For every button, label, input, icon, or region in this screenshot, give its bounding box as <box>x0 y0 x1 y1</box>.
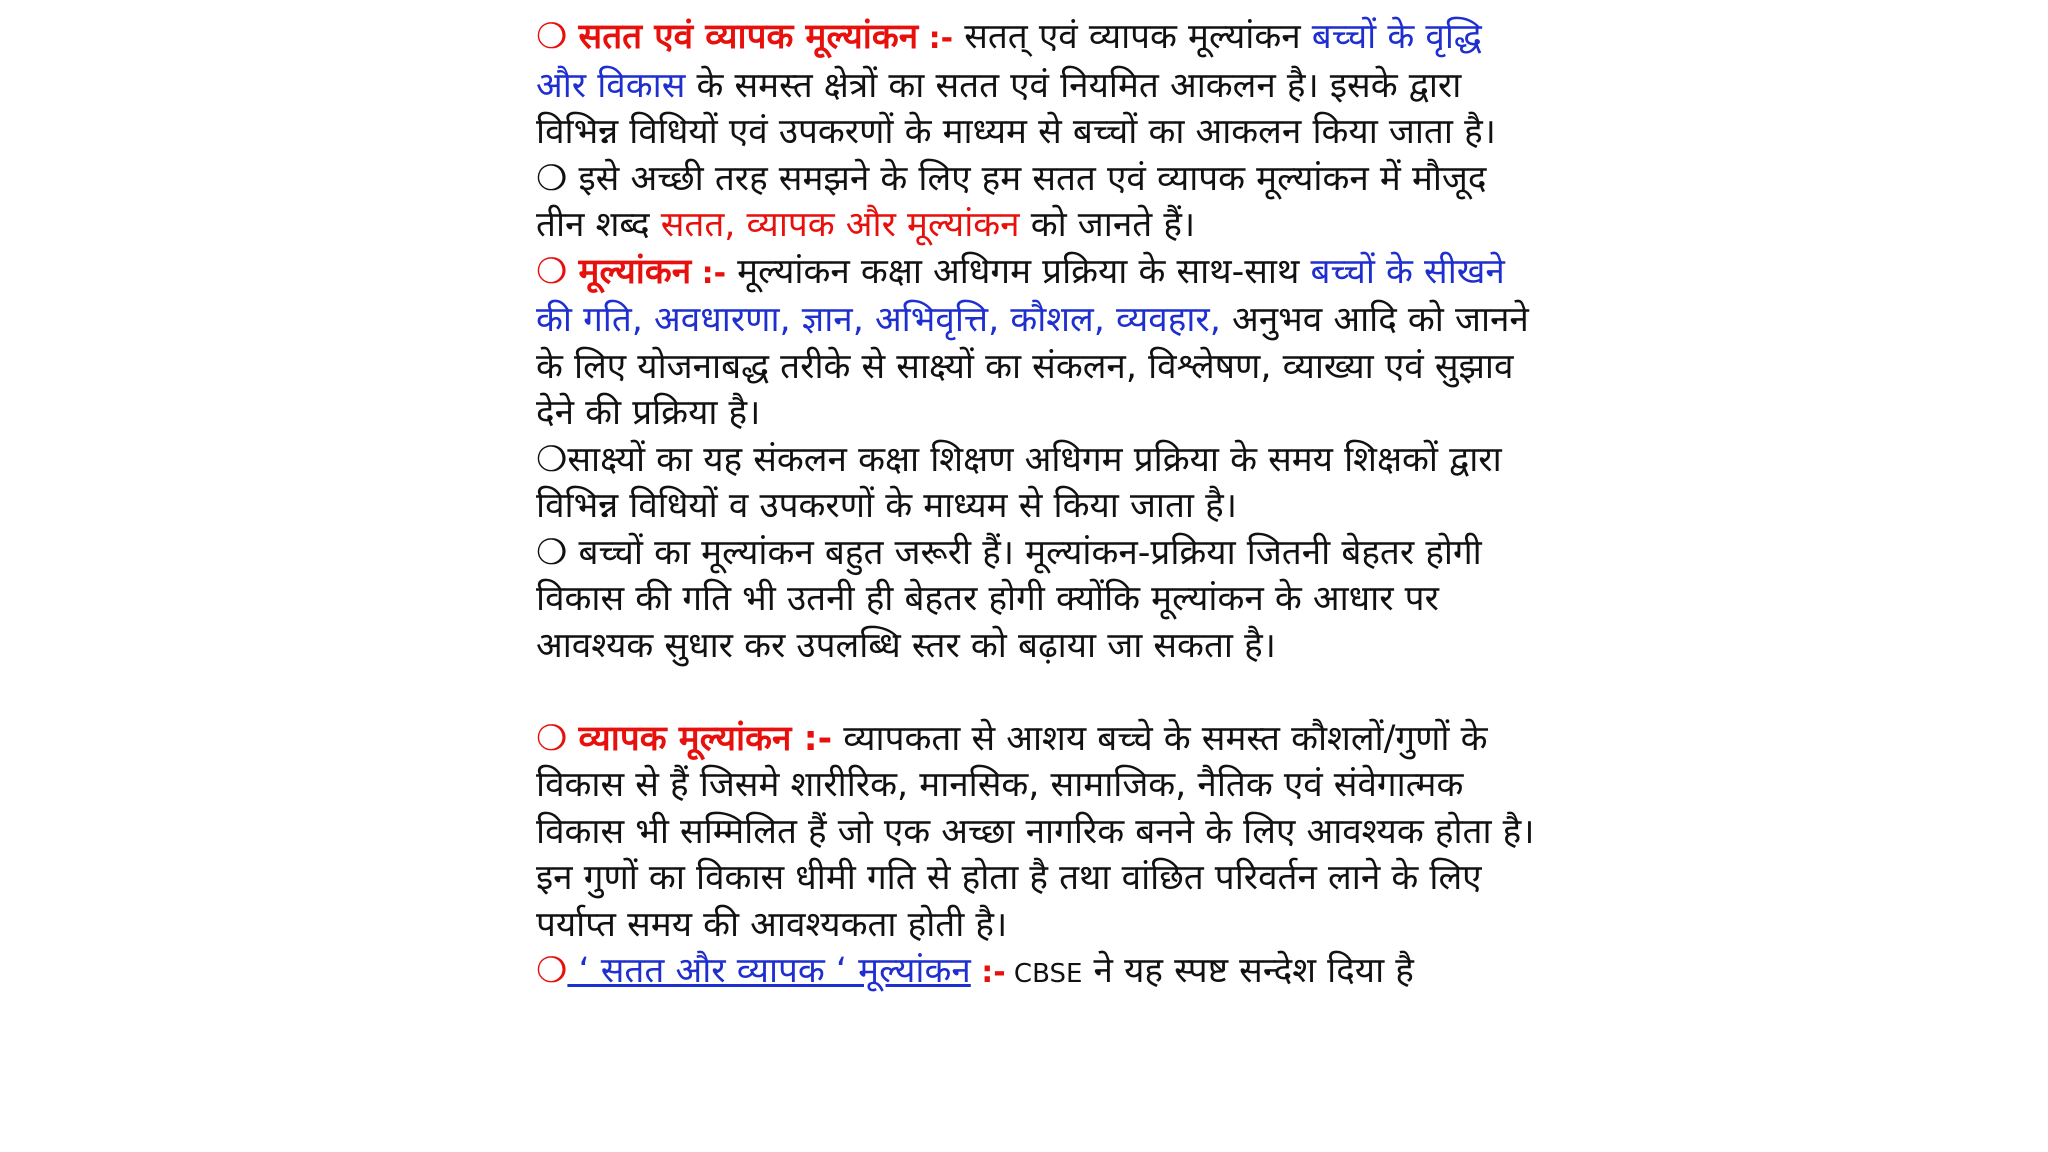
paragraph-text: ❍ इसे अच्छी तरह समझने के लिए हम सतत एवं व्यापक मूल्यांकन में मौजूद तीन शब्द <box>536 158 1487 245</box>
section-heading: सतत एवं व्यापक मूल्यांकन <box>578 17 919 57</box>
paragraph-evaluation-importance <box>536 530 1536 670</box>
paragraph-text: के समस्त क्षेत्रों का सतत एवं नियमित आकलन है। इसके द्वारा विभिन्न विधियों एवं उपकरणों के माध्यम से बच्चों का आकलन किया जाता है। <box>536 65 1496 152</box>
section-heading: मूल्यांकन <box>578 251 692 292</box>
paragraph-three-words <box>536 156 1536 249</box>
bullet-icon: ❍ <box>536 951 568 991</box>
paragraph-spacer <box>536 669 1536 716</box>
highlight-red: सतत, व्यापक और मूल्यांकन <box>660 205 1020 245</box>
highlight-blue: बच्चों के सीखने की गति, अवधारणा, ज्ञान, अभिवृत्ति, कौशल, व्यवहार, <box>536 251 1505 340</box>
highlight-blue: बच्चों के वृद्धि और विकास <box>536 17 1482 106</box>
bullet-icon: ❍ <box>536 718 568 759</box>
section-heading: ‘ सतत और व्यापक ‘ मूल्यांकन <box>567 951 971 991</box>
paragraph-continuous-comprehensive-evaluation <box>536 0 1536 156</box>
heading-separator: :- <box>970 955 1006 990</box>
heading-separator: :- <box>691 255 727 291</box>
paragraph-cbse-message <box>536 948 1536 998</box>
bullet-icon: ❍ <box>536 251 568 292</box>
heading-separator: :- <box>918 21 954 56</box>
paragraph-text: ❍ बच्चों का मूल्यांकन बहुत जरूरी हैं। मूल्यांकन-प्रक्रिया जितनी बेहतर होगी विकास की गति भी उतनी ही बेहतर होगी क्योंकि मूल्यांकन के आधार पर आवश्यक सुधार कर उपलब्धि स्तर को बढ़ाया जा सकता है। <box>536 532 1482 666</box>
cbse-abbreviation: CBSE <box>1005 959 1083 989</box>
bullet-icon: ❍ <box>536 17 568 57</box>
paragraph-evaluation <box>536 249 1536 437</box>
paragraph-comprehensive-evaluation <box>536 716 1536 949</box>
paragraph-text: ❍साक्ष्यों का यह संकलन कक्षा शिक्षण अधिगम प्रक्रिया के समय शिक्षकों द्वारा विभिन्न विधियों व उपकरणों के माध्यम से किया जाता है। <box>536 439 1502 526</box>
paragraph-text: व्यापकता से आशय बच्चे के समस्त कौशलों/गुणों के विकास से हैं जिसमे शारीरिक, मानसिक, सामाजिक, नैतिक एवं संवेगात्मक विकास भी सम्मिलित हैं जो एक अच्छा नागरिक बनने के लिए आवश्यक होता है। इन गुणों का विकास धीमी गति से होता है तथा वांछित परिवर्तन लाने के लिए पर्याप्त समय की आवश्यकता होती है। <box>536 718 1535 945</box>
paragraph-evidence-collection <box>536 437 1536 530</box>
paragraph-text: को जानते हैं। <box>1019 205 1196 245</box>
paragraph-text: मूल्यांकन कक्षा अधिगम प्रक्रिया के साथ-साथ <box>726 251 1311 292</box>
document-page <box>536 0 1536 1152</box>
paragraph-text: ने यह स्पष्ट सन्देश दिया है <box>1082 951 1414 991</box>
paragraph-text: सतत् एवं व्यापक मूल्यांकन <box>953 17 1312 57</box>
paragraph-text: अनुभव आदि को जानने के लिए योजनाबद्ध तरीके से साक्ष्यों का संकलन, विश्लेषण, व्याख्या एवं सुझाव देने की प्रक्रिया है। <box>536 300 1529 433</box>
section-heading: व्यापक मूल्यांकन :- <box>578 718 833 759</box>
